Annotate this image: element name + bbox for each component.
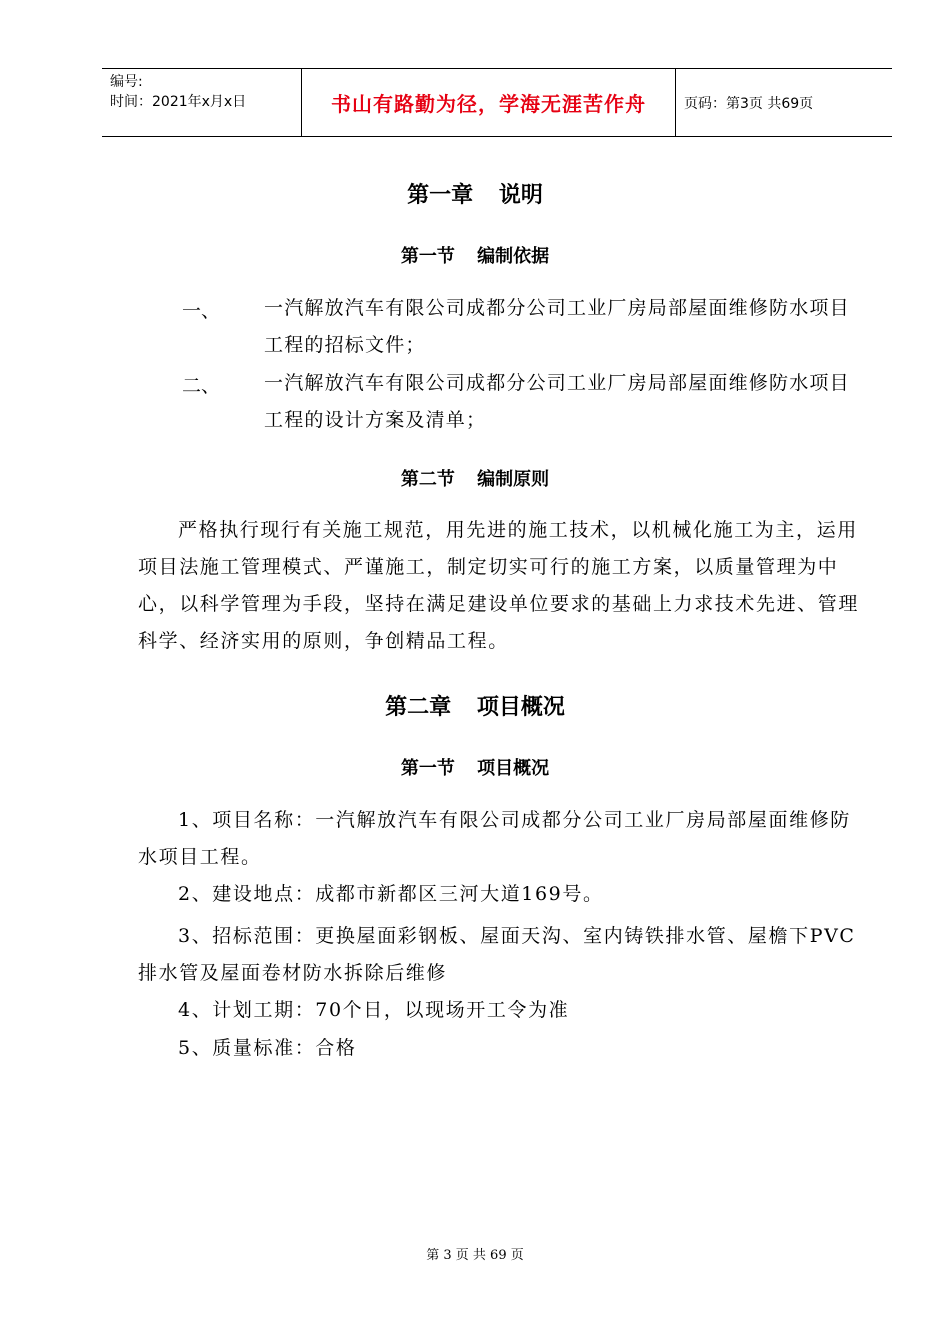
number-label: 编号:: [110, 74, 143, 90]
chapter-2-title: 第二章 项目概况: [385, 695, 565, 720]
page-header: [102, 68, 892, 137]
header-page-label: 页码：第3页 共69页: [684, 95, 814, 112]
page-footer: 第 3 页 共 69 页: [426, 1248, 524, 1263]
header-motto: 书山有路勤为径，学海无涯苦作舟: [302, 69, 676, 136]
overview-item-1: 1、项目名称：一汽解放汽车有限公司成都分公司工业厂房局部屋面维修防水项目工程。: [138, 809, 851, 868]
chapter-1-title: 第一章 说明: [407, 183, 543, 208]
overview-item-3: 3、招标范围：更换屋面彩钢板、屋面天沟、室内铸铁排水管、屋檐下PVC排水管及屋面卷材防水拆除后维修: [138, 925, 856, 984]
list-marker-1: 一、: [182, 300, 221, 322]
principle-paragraph: 严格执行现行有关施工规范，用先进的施工技术，以机械化施工为主，运用项目法施工管理模式、严谨施工，制定切实可行的施工方案，以质量管理为中心，以科学管理为手段，坚持在满足建设单位要求的基础上力求技术先进、管理科学、经济实用的原则，争创精品工程。: [138, 519, 860, 652]
overview-item-4: 4、计划工期：70个日，以现场开工令为准: [178, 999, 570, 1021]
list-item-1: 一汽解放汽车有限公司成都分公司工业厂房局部屋面维修防水项目工程的招标文件；: [264, 297, 850, 356]
overview-item-2: 2、建设地点：成都市新都区三河大道169号。: [178, 883, 604, 905]
header-meta: [102, 69, 302, 136]
list-marker-2: 二、: [182, 375, 221, 397]
chapter-1-section-2-title: 第二节 编制原则: [400, 469, 550, 490]
time-label: 时间：2021年x月x日: [110, 94, 247, 110]
list-item-2: 一汽解放汽车有限公司成都分公司工业厂房局部屋面维修防水项目工程的设计方案及清单；: [264, 372, 850, 431]
chapter-2-section-1-title: 第一节 项目概况: [400, 758, 550, 779]
overview-item-5: 5、质量标准：合格: [178, 1037, 357, 1059]
chapter-1-section-1-title: 第一节 编制依据: [400, 246, 550, 267]
